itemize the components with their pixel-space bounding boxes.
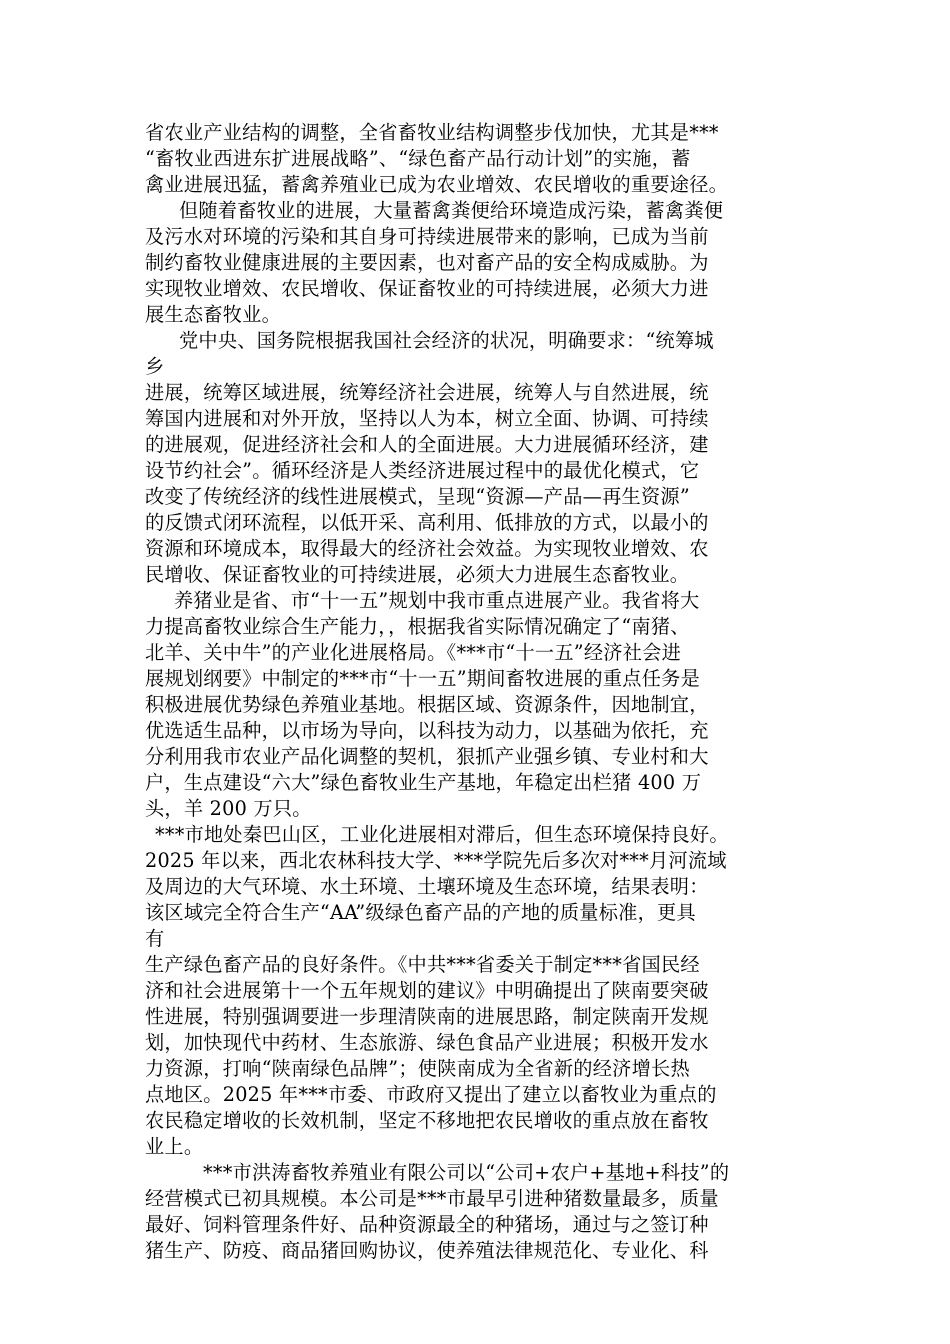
- text-line: 头，羊 200 万只。: [145, 797, 312, 820]
- text-line: 划，加快现代中药材、生态旅游、绿色食品产业进展；积极开发水: [145, 1031, 709, 1054]
- text-line: 资源和环境成本，取得最大的经济社会效益。为实现牧业增效、农: [145, 537, 709, 560]
- text-line: 设节约社会”。循环经济是人类经济进展过程中的最优化模式，它: [145, 459, 700, 482]
- text-line: 经营模式已初具规模。本公司是***市最早引进种猪数量最多，质量: [145, 1187, 719, 1210]
- text-line: 省农业产业结构的调整，全省畜牧业结构调整步伐加快，尤其是***: [145, 121, 719, 144]
- text-line: 展规划纲要》中制定的***市“十一五”期间畜牧进展的重点任务是: [145, 667, 701, 690]
- text-line: 业上。: [145, 1135, 204, 1158]
- paragraph-start-line: 养猪业是省、市“十一五”规划中我市重点进展产业。我省将大: [174, 589, 700, 612]
- paragraph-start-line: 党中央、国务院根据我国社会经济的状况，明确要求：“统筹城: [179, 329, 714, 352]
- text-line: 农民稳定增收的长效机制，坚定不移地把农民增收的重点放在畜牧: [145, 1109, 709, 1132]
- text-line: 进展，统筹区域进展，统筹经济社会进展，统筹人与自然进展，统: [145, 381, 709, 404]
- text-line: 展生态畜牧业。: [145, 303, 282, 326]
- text-line: 力资源，打响“陕南绿色品牌”；使陕南成为全省新的经济增长热: [145, 1057, 690, 1080]
- text-line: 实现牧业增效、农民增收、保证畜牧业的可持续进展，必须大力进: [145, 277, 709, 300]
- text-line: 猪生产、防疫、商品猪回购协议，使养殖法律规范化、专业化、科: [145, 1239, 709, 1262]
- text-line: 优选适生品种，以市场为导向，以科技为动力，以基础为依托，充: [145, 719, 709, 742]
- text-line: 北羊、关中牛”的产业化进展格局。《***市“十一五”经济社会进: [145, 641, 682, 664]
- text-line: 及污水对环境的污染和其自身可持续进展带来的影响，已成为当前: [145, 225, 709, 248]
- text-line: 及周边的大气环境、水土环境、土壤环境及生态环境，结果表明：: [145, 875, 709, 898]
- text-line: 筹国内进展和对外开放，坚持以人为本，树立全面、协调、可持续: [145, 407, 709, 430]
- text-line: 改变了传统经济的线性进展模式，呈现“资源—产品—再生资源”: [145, 485, 690, 508]
- text-line: 2025 年以来，西北农林科技大学、***学院先后多次对***月河流域: [145, 849, 727, 872]
- text-line: 力提高畜牧业综合生产能力，，根据我省实际情况确定了“南猪、: [145, 615, 690, 638]
- text-line: 性进展，特别强调要进一步理清陕南的进展思路，制定陕南开发规: [145, 1005, 709, 1028]
- text-line: 户，生点建设“六大”绿色畜牧业生产基地，年稳定出栏猪 400 万: [145, 771, 702, 794]
- text-line: 的进展观，促进经济社会和人的全面进展。大力进展循环经济，建: [145, 433, 709, 456]
- paragraph-start-line: 但随着畜牧业的进展，大量蓄禽粪便给环境造成污染，蓄禽粪便: [179, 199, 724, 222]
- text-line: 的反馈式闭环流程，以低开采、高利用、低排放的方式，以最小的: [145, 511, 709, 534]
- text-line: 最好、饲料管理条件好、品种资源最全的种猪场，通过与之签订种: [145, 1213, 709, 1236]
- text-line: 积极进展优势绿色养殖业基地。根据区域、资源条件，因地制宜，: [145, 693, 709, 716]
- text-line: 民增收、保证畜牧业的可持续进展，必须大力进展生态畜牧业。: [145, 563, 690, 586]
- paragraph-start-line: ***市地处秦巴山区，工业化进展相对滞后，但生态环境保持良好。: [155, 823, 729, 846]
- text-line: 生产绿色畜产品的良好条件。《中共***省委关于制定***省国民经: [145, 953, 700, 976]
- text-line: 有: [145, 927, 165, 950]
- paragraph-start-line: ***市洪涛畜牧养殖业有限公司以“公司+农户+基地+科技”的: [203, 1161, 730, 1184]
- text-line: 禽业进展迅猛，蓄禽养殖业已成为农业增效、农民增收的重要途径。: [145, 173, 729, 196]
- text-line: 制约畜牧业健康进展的主要因素，也对畜产品的安全构成威胁。为: [145, 251, 709, 274]
- text-line: “畜牧业西进东扩进展战略”、“绿色畜产品行动计划”的实施，蓄: [145, 147, 691, 170]
- text-line: 济和社会进展第十一个五年规划的建议》中明确提出了陕南要突破: [145, 979, 709, 1002]
- text-line: 分利用我市农业产品化调整的契机，狠抓产业强乡镇、专业村和大: [145, 745, 709, 768]
- text-line: 乡: [145, 355, 165, 378]
- text-line: 点地区。2025 年***市委、市政府又提出了建立以畜牧业为重点的: [145, 1083, 717, 1106]
- text-line: 该区域完全符合生产“AA”级绿色畜产品的产地的质量标准，更具: [145, 901, 696, 924]
- document-body: [145, 120, 810, 1264]
